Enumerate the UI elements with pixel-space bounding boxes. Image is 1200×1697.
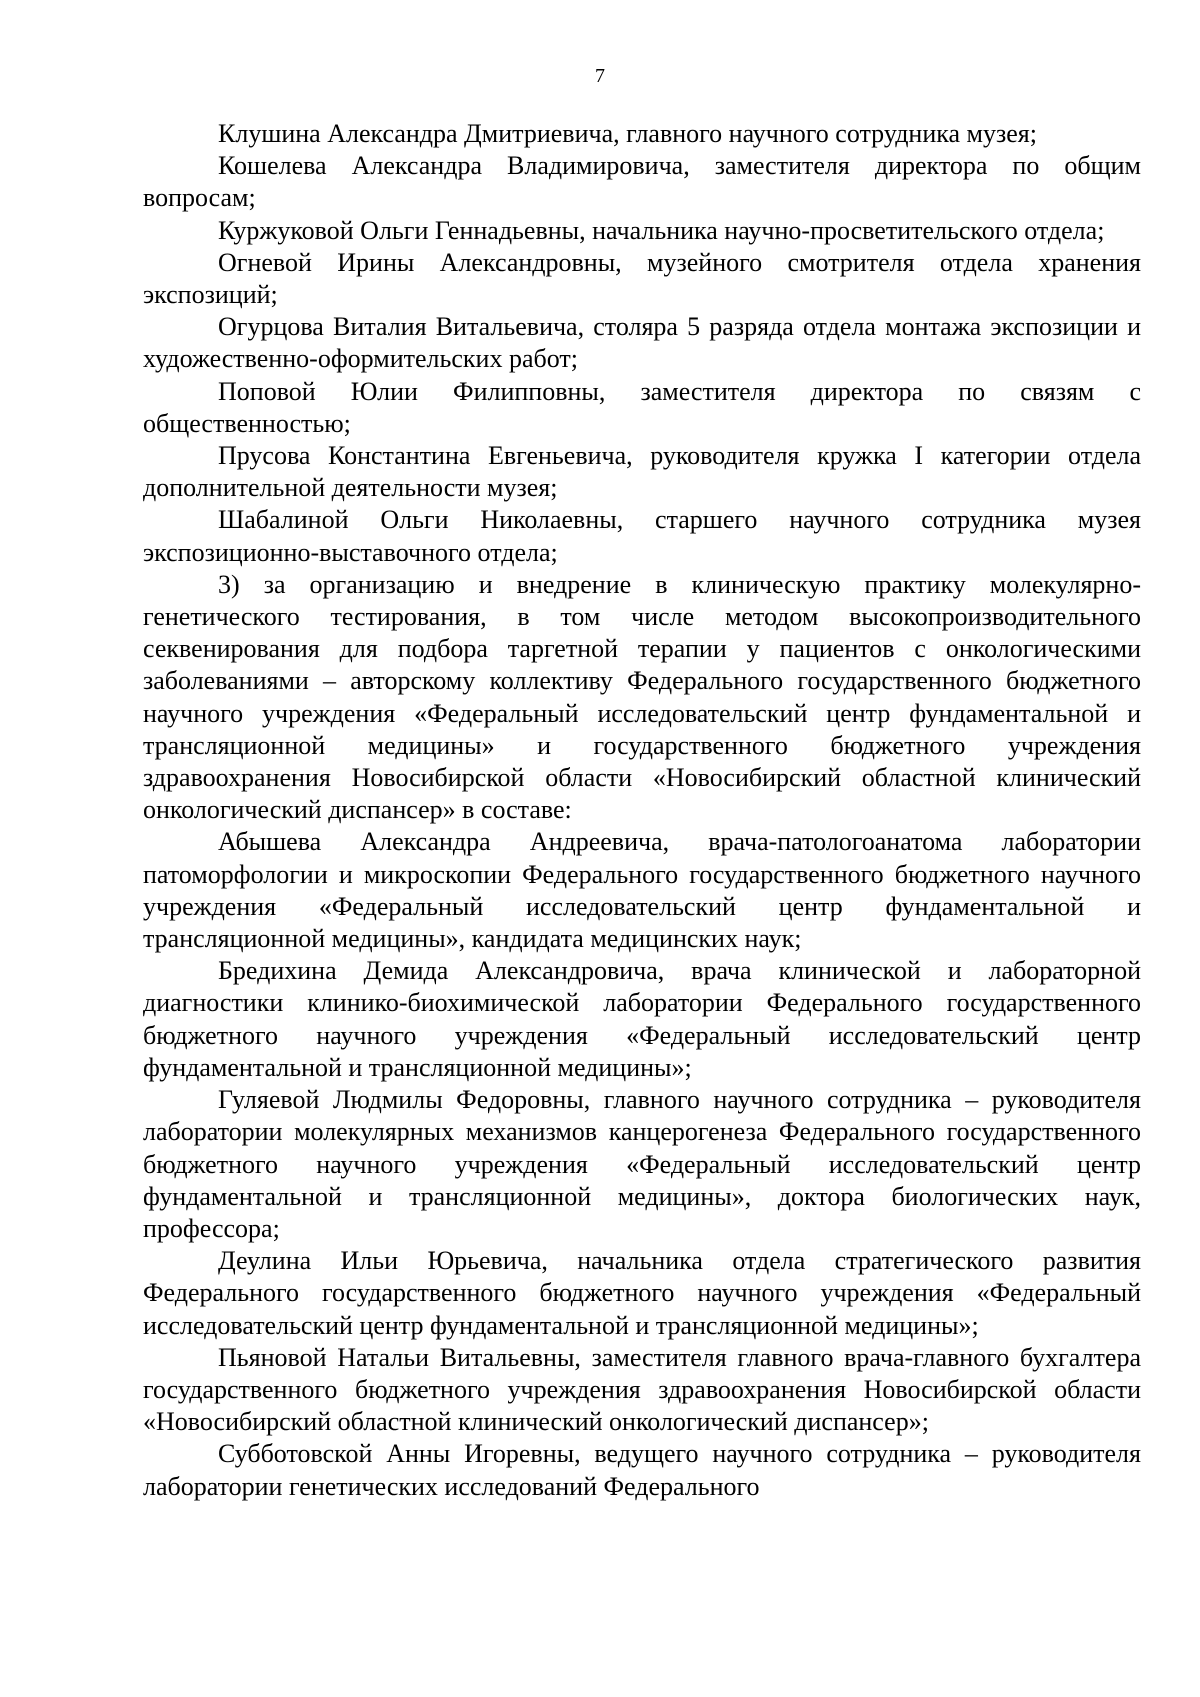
paragraph-gulyaeva: Гуляевой Людмилы Федоровны, главного научного сотрудника – руководителя лаборатории молекулярных механизмов канцерогенеза Федерального государственного бюджетного научного учреждения «Федеральный исследовательский центр фундаментальной и трансляционной медицины», доктора биологических наук, профессора;: [143, 1085, 1141, 1243]
paragraph-ogneva: Огневой Ирины Александровны, музейного смотрителя отдела хранения экспозиций;: [143, 247, 1141, 310]
document-body: [143, 118, 1141, 1503]
paragraph-koshelev: Кошелева Александра Владимировича, заместителя директора по общим вопросам;: [143, 151, 1141, 213]
paragraph-ogurtsov: Огурцова Виталия Витальевича, столяра 5 разряда отдела монтажа экспозиции и художественно-оформительских работ;: [143, 312, 1141, 374]
paragraph-prusov: Прусова Константина Евгеньевича, руководителя кружка I категории отдела дополнительной деятельности музея;: [143, 441, 1142, 503]
paragraph-pyanova: Пьяновой Натальи Витальевны, заместителя главного врача-главного бухгалтера государственного бюджетного учреждения здравоохранения Новосибирской области «Новосибирский областной клинический онкологический диспансер»;: [143, 1342, 1141, 1437]
paragraph-shabalina: Шабалиной Ольги Николаевны, старшего научного сотрудника музея экспозиционно-выставочного отдела;: [143, 505, 1141, 567]
paragraph-abyshev: Абышева Александра Андреевича, врача-патологоанатома лаборатории патоморфологии и микроскопии Федерального государственного бюджетного научного учреждения «Федеральный исследовательский центр фундаментальной и трансляционной медицины», кандидата медицинских наук;: [143, 827, 1141, 954]
paragraph-popova: Поповой Юлии Филипповны, заместителя директора по связям с общественностью;: [143, 376, 1141, 438]
paragraph-klushin: Клушина Александра Дмитриевича, главного научного сотрудника музея;: [218, 119, 1037, 148]
page-number: 7: [595, 65, 605, 87]
paragraph-deulin: Деулина Ильи Юрьевича, начальника отдела стратегического развития Федерального государственного бюджетного научного учреждения «Федеральный исследовательский центр фундаментальной и трансляционной медицины»;: [143, 1246, 1141, 1340]
paragraph-subbotovskaya: Субботовской Анны Игоревны, ведущего научного сотрудника – руководителя лаборатории генетических исследований Федерального: [143, 1439, 1141, 1501]
paragraph-bredikhin: Бредихина Демида Александровича, врача клинической и лабораторной диагностики клинико-биохимической лаборатории Федерального государственного бюджетного научного учреждения «Федеральный исследовательский центр фундаментальной и трансляционной медицины»;: [143, 956, 1141, 1082]
paragraph-section-3: 3) за организацию и внедрение в клиническую практику молекулярно-генетического тестирования, в том числе методом высокопроизводительного секвенирования для подбора таргетной терапии у пациентов с онкологическими заболеваниями – авторскому коллективу Федерального государственного бюджетного научного учреждения «Федеральный исследовательский центр фундаментальной и трансляционной медицины» и государственного бюджетного учреждения здравоохранения Новосибирской области «Новосибирский областной клинический онкологический диспансер» в составе:: [143, 569, 1141, 825]
paragraph-kurzhukova: Куржуковой Ольги Геннадьевны, начальника научно-просветительского отдела;: [218, 215, 1105, 245]
